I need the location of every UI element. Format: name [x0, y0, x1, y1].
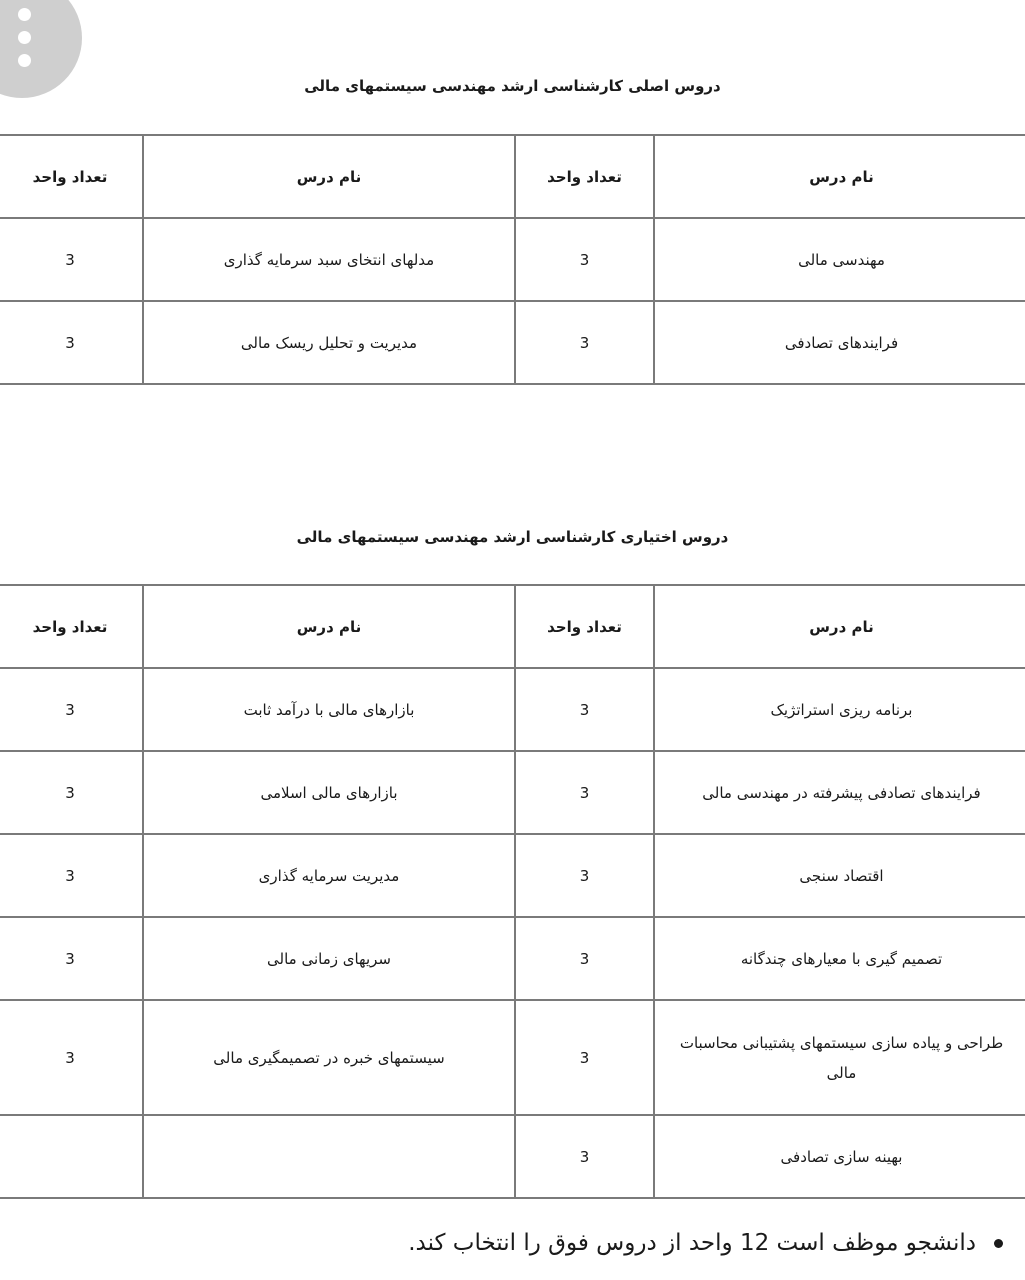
- course-units: 3: [515, 1115, 654, 1198]
- course-units: [0, 1115, 143, 1198]
- course-units: 3: [515, 218, 654, 301]
- requirement-note: [408, 1230, 1003, 1256]
- header-units: تعداد واحد: [0, 135, 143, 218]
- course-name: مهندسی مالی: [654, 218, 1025, 301]
- course-name: مدلهای انتخای سبد سرمایه گذاری: [143, 218, 515, 301]
- bullet-icon: [994, 1239, 1003, 1248]
- course-name: فرایندهای تصادفی: [654, 301, 1025, 384]
- course-units: 3: [515, 751, 654, 834]
- course-name: بهینه سازی تصادفی: [654, 1115, 1025, 1198]
- course-name: تصمیم گیری با معیارهای چندگانه: [654, 917, 1025, 1000]
- core-courses-table: [0, 134, 1025, 385]
- header-course-name: نام درس: [143, 585, 515, 668]
- course-units: 3: [0, 668, 143, 751]
- table-row: [0, 301, 1025, 384]
- course-units: 3: [515, 917, 654, 1000]
- course-name: اقتصاد سنجی: [654, 834, 1025, 917]
- elective-courses-title: دروس اختیاری کارشناسی ارشد مهندسی سیستمهای مالی: [296, 528, 729, 546]
- table-header-row: [0, 585, 1025, 668]
- course-units: 3: [0, 751, 143, 834]
- header-course-name: نام درس: [143, 135, 515, 218]
- course-units: 3: [0, 834, 143, 917]
- course-name: بازارهای مالی با درآمد ثابت: [143, 668, 515, 751]
- course-name: سیستمهای خبره در تصمیمگیری مالی: [143, 1000, 515, 1115]
- header-course-name: نام درس: [654, 135, 1025, 218]
- course-units: 3: [0, 917, 143, 1000]
- course-name: سریهای زمانی مالی: [143, 917, 515, 1000]
- course-name: بازارهای مالی اسلامی: [143, 751, 515, 834]
- table-header-row: [0, 135, 1025, 218]
- course-units: 3: [0, 218, 143, 301]
- course-units: 3: [515, 1000, 654, 1115]
- course-name: مدیریت و تحلیل ریسک مالی: [143, 301, 515, 384]
- header-units: تعداد واحد: [515, 585, 654, 668]
- header-course-name: نام درس: [654, 585, 1025, 668]
- course-name: مدیریت سرمایه گذاری: [143, 834, 515, 917]
- elective-courses-table: [0, 584, 1025, 1199]
- table-row: [0, 751, 1025, 834]
- table-row: [0, 1000, 1025, 1115]
- table-row: [0, 668, 1025, 751]
- table-row: [0, 218, 1025, 301]
- header-units: تعداد واحد: [0, 585, 143, 668]
- course-units: 3: [515, 668, 654, 751]
- course-units: 3: [0, 1000, 143, 1115]
- table-row: [0, 834, 1025, 917]
- course-name: [143, 1115, 515, 1198]
- core-courses-title: دروس اصلی کارشناسی ارشد مهندسی سیستمهای مالی: [304, 77, 721, 95]
- course-name: برنامه ریزی استراتژیک: [654, 668, 1025, 751]
- course-name: فرایندهای تصادفی پیشرفته در مهندسی مالی: [654, 751, 1025, 834]
- table-row: [0, 1115, 1025, 1198]
- table-row: [0, 917, 1025, 1000]
- requirement-note-text: دانشجو موظف است 12 واحد از دروس فوق را انتخاب کند.: [408, 1230, 976, 1256]
- course-units: 3: [515, 301, 654, 384]
- course-units: 3: [0, 301, 143, 384]
- header-units: تعداد واحد: [515, 135, 654, 218]
- course-units: 3: [515, 834, 654, 917]
- course-name: طراحی و پیاده سازی سیستمهای پشتیبانی محاسبات مالی: [654, 1000, 1025, 1115]
